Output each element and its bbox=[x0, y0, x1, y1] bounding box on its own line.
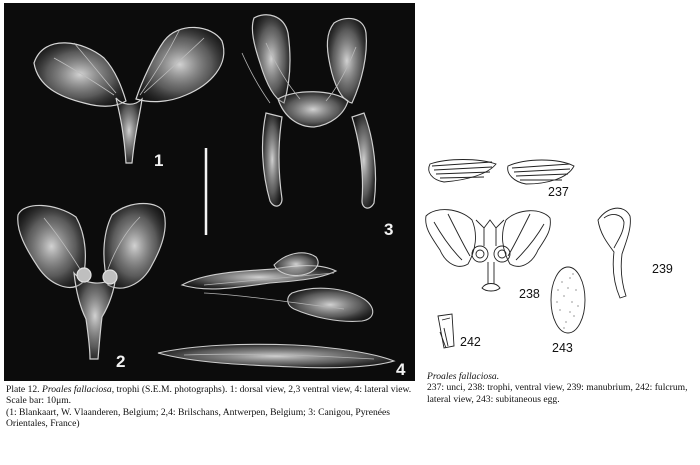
drawings-caption-legend: 237: unci, 238: trophi, ventral view, 239: manubrium, 242: fulcrum, lateral view, 243: subitaneous egg. bbox=[427, 382, 688, 405]
plate-description: , trophi (S.E.M. photographs). 1: dorsal view, 2,3 ventral view, 4: lateral view. bbox=[111, 384, 412, 395]
sem-photo-plate-image bbox=[4, 3, 415, 381]
fig-number-243: 243 bbox=[552, 341, 573, 355]
drawing-237-unci bbox=[429, 160, 574, 185]
drawings-caption-species: Proales fallaciosa. bbox=[427, 371, 500, 382]
scale-bar-note: Scale bar: 10μm. bbox=[6, 395, 72, 407]
drawing-243-subitaneous-egg bbox=[551, 267, 585, 333]
sem-photo-plate bbox=[4, 3, 415, 381]
drawing-238-trophi bbox=[426, 210, 551, 291]
plate-caption-main bbox=[6, 384, 418, 395]
fig-number-237: 237 bbox=[548, 185, 569, 199]
panel-label-1: 1 bbox=[154, 151, 164, 170]
egg-stipple bbox=[556, 273, 578, 328]
line-drawings-figure bbox=[418, 150, 698, 362]
drawing-239-manubrium bbox=[598, 208, 630, 298]
panel-label-2: 2 bbox=[116, 352, 126, 371]
fig-number-242: 242 bbox=[460, 335, 481, 349]
plate-number: Plate 12. bbox=[6, 384, 40, 395]
localities-note: (1: Blankaart, W. Vlaanderen, Belgium; 2,4: Brilschans, Antwerpen, Belgium; 3: Canigou, Pyrenées Orientales, France) bbox=[6, 406, 391, 430]
fig-number-238: 238 bbox=[519, 287, 540, 301]
plate-caption bbox=[6, 384, 418, 430]
drawing-242-fulcrum bbox=[438, 314, 454, 348]
drawings-caption bbox=[427, 371, 697, 405]
panel-label-3: 3 bbox=[384, 220, 394, 239]
line-drawings bbox=[418, 150, 698, 367]
species-name: Proales fallaciosa bbox=[41, 384, 112, 395]
panel-label-4: 4 bbox=[396, 360, 406, 379]
fig-number-239: 239 bbox=[652, 262, 673, 276]
